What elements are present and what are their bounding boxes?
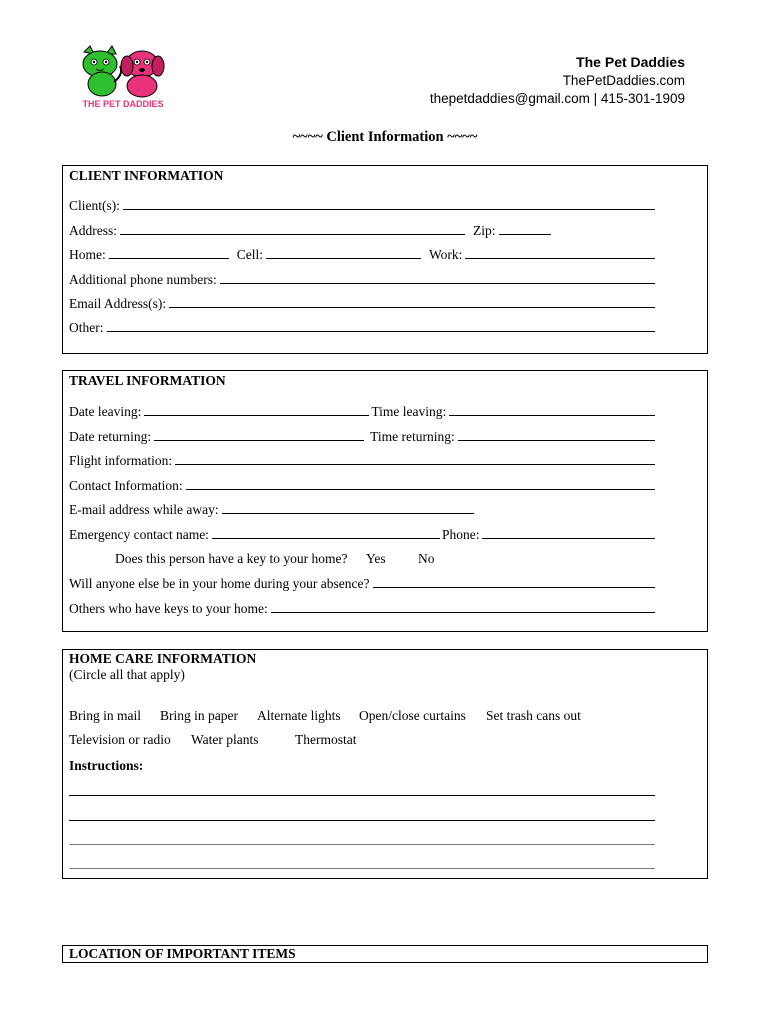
additional-phone-line[interactable]	[220, 283, 655, 284]
email-away-line[interactable]	[222, 513, 474, 514]
company-info	[430, 52, 685, 108]
company-website[interactable]: ThePetDaddies.com	[562, 73, 685, 88]
travel-information-section	[62, 370, 708, 632]
key-no-option[interactable]: No	[418, 551, 435, 566]
date-returning-label: Date returning:	[69, 429, 152, 444]
address-line[interactable]	[120, 234, 465, 235]
clients-line[interactable]	[123, 209, 655, 210]
additional-phone-label: Additional phone numbers:	[69, 272, 217, 287]
time-leaving-line[interactable]	[449, 415, 655, 416]
other-label: Other:	[69, 320, 104, 335]
email-line[interactable]	[169, 307, 655, 308]
location-heading: LOCATION OF IMPORTANT ITEMS	[69, 946, 296, 961]
contact-field[interactable]	[69, 476, 655, 494]
instructions-line-4[interactable]	[69, 868, 655, 869]
home-care-section	[62, 649, 708, 879]
instructions-line-1[interactable]	[69, 795, 655, 796]
email-away-label: E-mail address while away:	[69, 502, 219, 517]
date-returning-line[interactable]	[154, 440, 364, 441]
instructions-label: Instructions:	[69, 758, 144, 773]
cat-and-dog-logo-icon	[80, 44, 166, 112]
company-name: The Pet Daddies	[576, 54, 685, 70]
option-television-or-radio[interactable]: Television or radio	[69, 732, 171, 747]
phone-row	[69, 245, 655, 263]
clients-label: Client(s):	[69, 198, 120, 213]
home-label: Home:	[69, 247, 106, 262]
instructions-line-2[interactable]	[69, 820, 655, 821]
email-away-field[interactable]	[69, 500, 655, 518]
location-section	[62, 945, 708, 963]
additional-phone-field[interactable]	[69, 270, 655, 288]
time-leaving-label: Time leaving:	[371, 404, 447, 419]
leaving-row	[69, 402, 655, 420]
returning-row	[69, 427, 655, 445]
email-field[interactable]	[69, 294, 655, 312]
option-water-plants[interactable]: Water plants	[191, 732, 259, 747]
date-leaving-line[interactable]	[144, 415, 369, 416]
other-line[interactable]	[107, 331, 656, 332]
client-section-heading: CLIENT INFORMATION	[69, 168, 224, 183]
cell-line[interactable]	[266, 258, 421, 259]
pet-daddies-logo	[80, 44, 166, 112]
home-care-subheading: (Circle all that apply)	[69, 667, 185, 682]
address-label: Address:	[69, 223, 117, 238]
key-question: Does this person have a key to your home?	[115, 551, 348, 566]
email-label: Email Address(s):	[69, 296, 167, 311]
cell-label: Cell:	[236, 247, 263, 262]
emergency-line[interactable]	[212, 538, 440, 539]
clients-field[interactable]	[69, 196, 655, 214]
work-label: Work:	[429, 247, 463, 262]
instructions-line-3[interactable]	[69, 844, 655, 845]
travel-section-heading: TRAVEL INFORMATION	[69, 373, 226, 388]
flight-label: Flight information:	[69, 453, 173, 468]
date-leaving-label: Date leaving:	[69, 404, 142, 419]
company-contact[interactable]: thepetdaddies@gmail.com | 415-301-1909	[429, 91, 685, 106]
contact-label: Contact Information:	[69, 478, 183, 493]
emergency-label: Emergency contact name:	[69, 527, 209, 542]
contact-line[interactable]	[186, 489, 655, 490]
home-care-heading: HOME CARE INFORMATION	[69, 651, 257, 666]
option-set-trash-cans-out[interactable]: Set trash cans out	[486, 708, 581, 723]
address-row	[69, 221, 655, 239]
option-bring-in-paper[interactable]: Bring in paper	[160, 708, 238, 723]
time-returning-line[interactable]	[458, 440, 655, 441]
time-returning-label: Time returning:	[370, 429, 455, 444]
option-open-close-curtains[interactable]: Open/close curtains	[359, 708, 466, 723]
other-field[interactable]	[69, 318, 655, 336]
home-line[interactable]	[109, 258, 229, 259]
flight-field[interactable]	[69, 451, 655, 469]
anyone-else-line[interactable]	[373, 587, 656, 588]
anyone-else-label: Will anyone else be in your home during your absence?	[69, 576, 370, 591]
logo-text: THE PET DADDIES	[82, 99, 164, 109]
client-information-section	[62, 165, 708, 354]
zip-line[interactable]	[499, 234, 551, 235]
flight-line[interactable]	[175, 464, 655, 465]
others-keys-label: Others who have keys to your home:	[69, 601, 268, 616]
phone-label: Phone:	[441, 527, 480, 542]
option-thermostat[interactable]: Thermostat	[295, 732, 357, 747]
option-bring-in-mail[interactable]: Bring in mail	[69, 708, 141, 723]
page-title: ~~~~ Client Information ~~~~	[292, 129, 478, 145]
anyone-else-field[interactable]	[69, 574, 655, 592]
others-keys-line[interactable]	[271, 612, 655, 613]
zip-label: Zip:	[473, 223, 496, 238]
phone-line[interactable]	[482, 538, 655, 539]
others-keys-field[interactable]	[69, 599, 655, 617]
emergency-row	[69, 525, 655, 543]
option-alternate-lights[interactable]: Alternate lights	[257, 708, 341, 723]
work-line[interactable]	[465, 258, 655, 259]
key-yes-option[interactable]: Yes	[366, 551, 386, 566]
